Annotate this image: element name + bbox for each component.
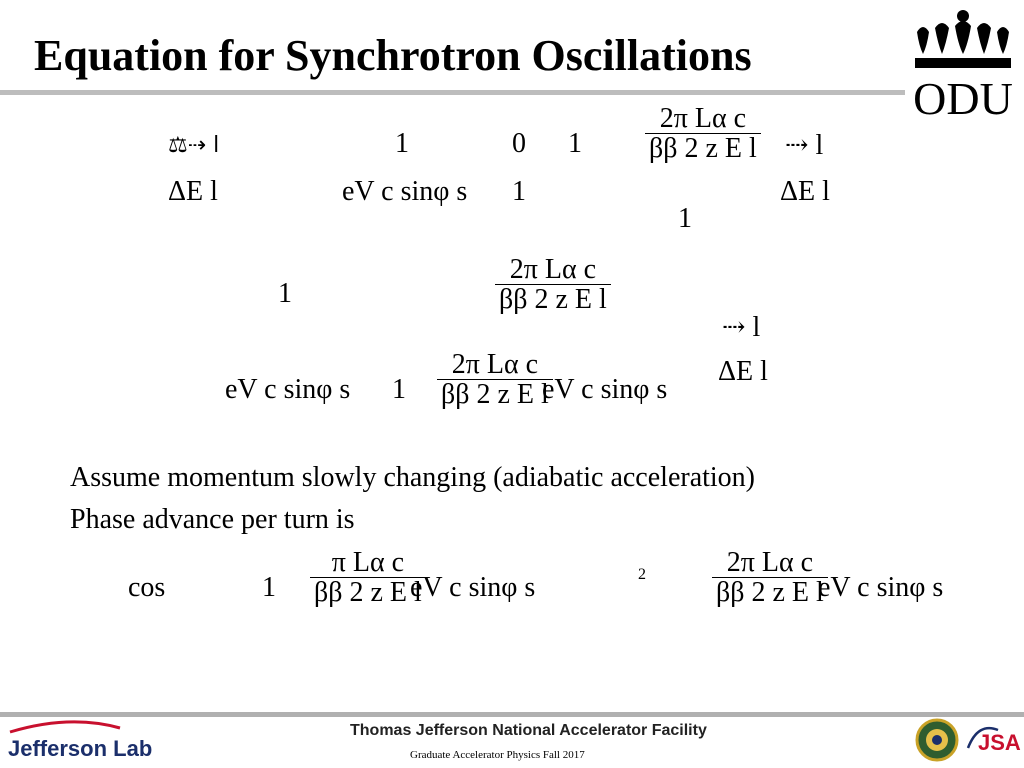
footer-course: Graduate Accelerator Physics Fall 2017 [410, 749, 585, 761]
eq1-matrix-d: 1 [678, 203, 692, 234]
eq1-fraction [645, 104, 761, 164]
eq2-vector-top: ⇢ l [722, 312, 761, 343]
jsa-logo-text: JSA [978, 730, 1021, 755]
eq3-fraction-2-denominator: ββ 2 z E l [716, 577, 824, 609]
eq3-fraction-2 [712, 548, 828, 608]
eq1-fraction-numerator: 2π Lα c [645, 104, 761, 134]
eq3-fraction-denominator: ββ 2 z E l [314, 577, 422, 609]
eq2-fraction-2-denominator: ββ 2 z E l [441, 379, 549, 411]
eq1-matrix-a: 0 [512, 128, 526, 159]
doe-seal-icon [915, 718, 959, 762]
eq2-fraction-denominator: ββ 2 z E l [499, 284, 607, 316]
eq1-matrix-b: 1 [568, 128, 582, 159]
footer-rule [0, 712, 1024, 717]
eq2-one-a: 1 [278, 278, 292, 309]
odu-logo [905, 4, 1021, 122]
eq2-one-b: 1 [392, 374, 406, 405]
eq2-fraction-2-numerator: 2π Lα c [437, 350, 553, 380]
body-line-2: Phase advance per turn is [70, 504, 355, 535]
footer-organization: Thomas Jefferson National Accelerator Facility [350, 722, 707, 739]
eq2-fraction-numerator: 2π Lα c [495, 255, 611, 285]
eq3-fraction [310, 548, 426, 608]
slide-title: Equation for Synchrotron Oscillations [34, 31, 752, 80]
jefferson-lab-logo [6, 718, 166, 764]
eq2-vector-bottom: ΔE l [718, 356, 768, 387]
odu-logo-text: ODU [913, 73, 1013, 122]
jlab-logo-text: Jefferson Lab [8, 736, 153, 761]
eq3-cos: cos [128, 572, 166, 603]
eq1-matrix-c: 1 [512, 176, 526, 207]
eq1-right-vector-bottom: ΔE l [780, 176, 830, 207]
eq2-voltage-term-a: eV c sinφ s [225, 374, 351, 405]
eq1-fraction-denominator: ββ 2 z E l [649, 133, 757, 165]
eq3-square: 2 [638, 566, 646, 583]
eq1-voltage-term: eV c sinφ s [342, 176, 468, 207]
eq1-left-vector-top: ⚖⇢ l [168, 133, 220, 158]
eq2-fraction-2 [437, 350, 553, 410]
eq3-fraction-numerator: π Lα c [310, 548, 426, 578]
eq2-voltage-term-b: eV c sinφ s [542, 374, 668, 405]
eq3-one: 1 [262, 572, 276, 603]
eq3-voltage-term: eV c sinφ s [410, 572, 536, 603]
eq3-fraction-2-numerator: 2π Lα c [712, 548, 828, 578]
eq1-left-vector-bottom: ΔE l [168, 176, 218, 207]
eq2-fraction [495, 255, 611, 315]
eq1-one: 1 [395, 128, 409, 159]
jlab-swoosh-icon [10, 722, 120, 732]
body-line-1: Assume momentum slowly changing (adiabatic acceleration) [70, 462, 756, 493]
jsa-logo [962, 720, 1022, 760]
title-rule [0, 90, 905, 95]
eq3-voltage-term-2: eV c sinφ s [818, 572, 944, 603]
eq1-right-vector-top: ⇢ l [785, 130, 824, 161]
